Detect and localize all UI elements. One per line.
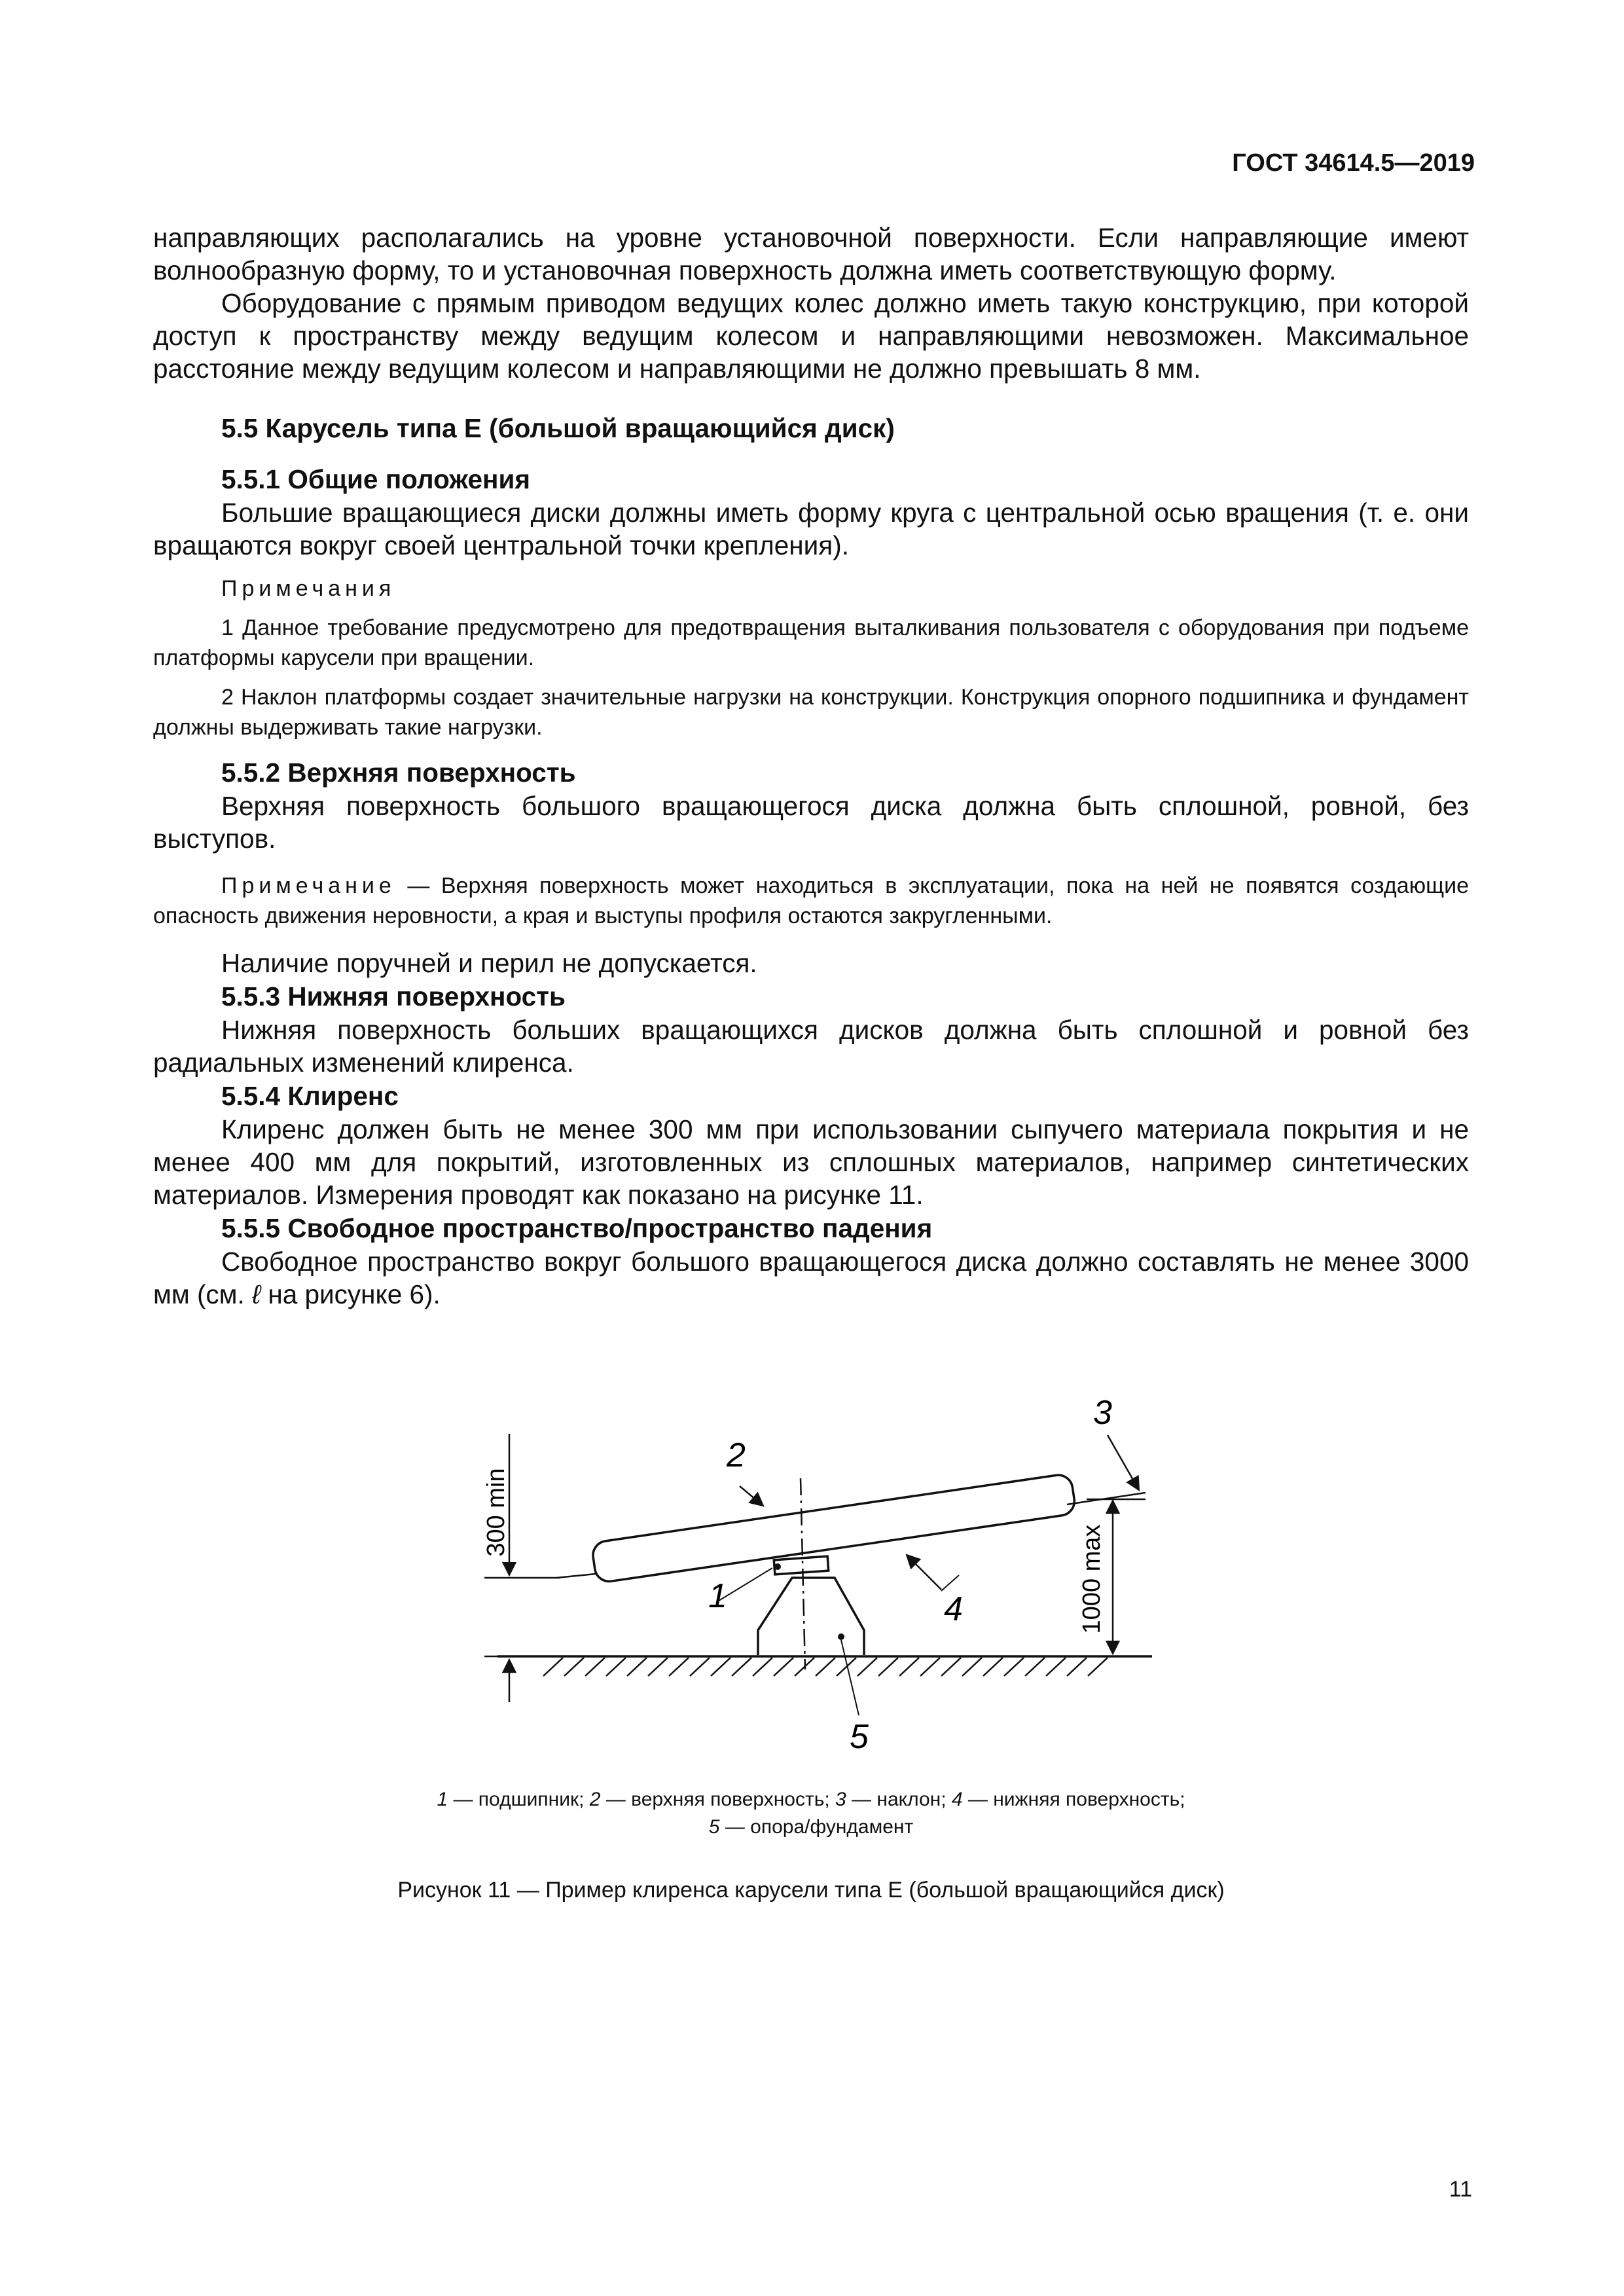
document-id-header: ГОСТ 34614.5—2019: [1232, 149, 1475, 177]
leader-4: [907, 1555, 941, 1590]
paragraph-5-5-3: Нижняя поверхность больших вращающихся дисков должна быть сплошной и ровной без радиальных изменений клиренса.: [153, 1015, 1469, 1078]
paragraph-5-5-4: Клиренс должен быть не менее 300 мм при использовании сыпучего материала покрытия и не менее 400 мм для покрытий, изготовленных из сплошных материалов, например синтетических материалов. Измерения проводят как показано на рисунке 11.: [153, 1114, 1469, 1210]
note-3-text: — Верхняя поверхность может находиться в эксплуатации, пока на ней не появятся создающие опасность движения неровности, а края и выступы профиля остаются закругленными.: [153, 873, 1469, 928]
bearing-dot: [774, 1563, 781, 1570]
paragraph-5-5-2: Верхняя поверхность большого вращающегося диска должна быть сплошной, ровной, без выступов.: [153, 791, 1469, 854]
section-title-5-5-2: 5.5.2 Верхняя поверхность: [221, 757, 576, 788]
rotation-axis: [801, 1478, 805, 1669]
dim-300-label: 300 min: [482, 1468, 510, 1557]
section-title-5-5-3: 5.5.3 Нижняя поверхность: [221, 981, 566, 1011]
legend-key-1: 1: [437, 1789, 448, 1810]
label-3: 3: [1093, 1394, 1112, 1432]
page-number: 11: [1449, 2177, 1472, 2202]
label-1: 1: [708, 1577, 727, 1615]
legend-text-5: — опора/фундамент: [719, 1816, 914, 1838]
legend-key-5: 5: [708, 1816, 720, 1838]
section-title-5-5-4: 5.5.4 Клиренс: [221, 1081, 399, 1111]
leader-5: [841, 1640, 859, 1715]
paragraph-direct-drive: Оборудование с прямым приводом ведущих колес должно иметь такую конструкцию, при которой доступ к пространству между ведущим колесом и направляющими невозможен. Максимальное расстояние между ведущим колесом и направляющими не должно превышать 8 мм.: [153, 288, 1469, 384]
script-l-symbol: ℓ: [252, 1279, 261, 1309]
ground-hatching: [543, 1658, 1108, 1676]
legend-text-1: — подшипник;: [448, 1789, 590, 1810]
legend-line-2: [153, 1813, 1469, 1841]
figure-11-diagram: [458, 1362, 1191, 1755]
leader-2: [740, 1486, 763, 1506]
legend-text-3: — наклон;: [846, 1789, 952, 1810]
paragraph-5-5-2-handrails: Наличие поручней и перил не допускается.: [221, 948, 757, 978]
support-dot: [838, 1633, 844, 1640]
label-5: 5: [850, 1718, 869, 1755]
legend-line-1: [153, 1786, 1469, 1813]
label-2: 2: [727, 1436, 746, 1474]
notes-heading: Примечания: [221, 576, 396, 601]
note-3: [153, 871, 1469, 931]
legend-text-2: — верхняя поверхность;: [600, 1789, 836, 1810]
legend-key-2: 2: [589, 1789, 601, 1810]
paragraph-5-5-5: [153, 1245, 1469, 1311]
rotating-disc: [591, 1473, 1076, 1583]
support-foundation: [758, 1578, 864, 1655]
figure-caption: Рисунок 11 — Пример клиренса карусели типа Е (большой вращающийся диск): [397, 1878, 1225, 1903]
note-3-label: Примечание: [221, 873, 396, 898]
leader-3: [1108, 1435, 1139, 1490]
clearance-diagram: [458, 1362, 1191, 1755]
section-title-5-5-5: 5.5.5 Свободное пространство/пространство падения: [221, 1213, 933, 1243]
figure-legend: [153, 1786, 1469, 1841]
clearance-disc-leader: [556, 1574, 596, 1578]
bearing: [774, 1556, 828, 1575]
note-1: 1 Данное требование предусмотрено для предотвращения выталкивания пользователя с оборудования при подъеме платформы карусели при вращении.: [153, 615, 1469, 670]
section-title-5-5: 5.5 Карусель типа Е (большой вращающийся диск): [221, 413, 895, 443]
document-body: [153, 221, 1469, 1311]
note-2: 2 Наклон платформы создает значительные нагрузки на конструкции. Конструкция опорного подшипника и фундамент должны выдерживать такие нагрузки.: [153, 685, 1469, 740]
paragraph-5-5-5-part-a: Свободное пространство вокруг большого вращающегося диска должно составлять не менее 3000 мм (см.: [153, 1247, 1469, 1309]
section-title-5-5-1: 5.5.1 Общие положения: [221, 464, 530, 494]
label-4: 4: [944, 1590, 963, 1628]
leader-4-tail: [941, 1575, 959, 1591]
paragraph-guides-continuation: направляющих располагались на уровне установочной поверхности. Если направляющие имеют волнообразную форму, то и установочная поверхность должна иметь соответствующую форму.: [153, 223, 1469, 285]
dim-1000-label: 1000 max: [1078, 1524, 1106, 1634]
paragraph-5-5-5-part-b: на рисунке 6).: [261, 1279, 441, 1309]
legend-text-4: — нижняя поверхность;: [962, 1789, 1185, 1810]
legend-key-3: 3: [835, 1789, 846, 1810]
legend-key-4: 4: [951, 1789, 963, 1810]
paragraph-5-5-1: Большие вращающиеся диски должны иметь форму круга с центральной осью вращения (т. е. они вращаются вокруг своей центральной точки крепления).: [153, 498, 1469, 560]
